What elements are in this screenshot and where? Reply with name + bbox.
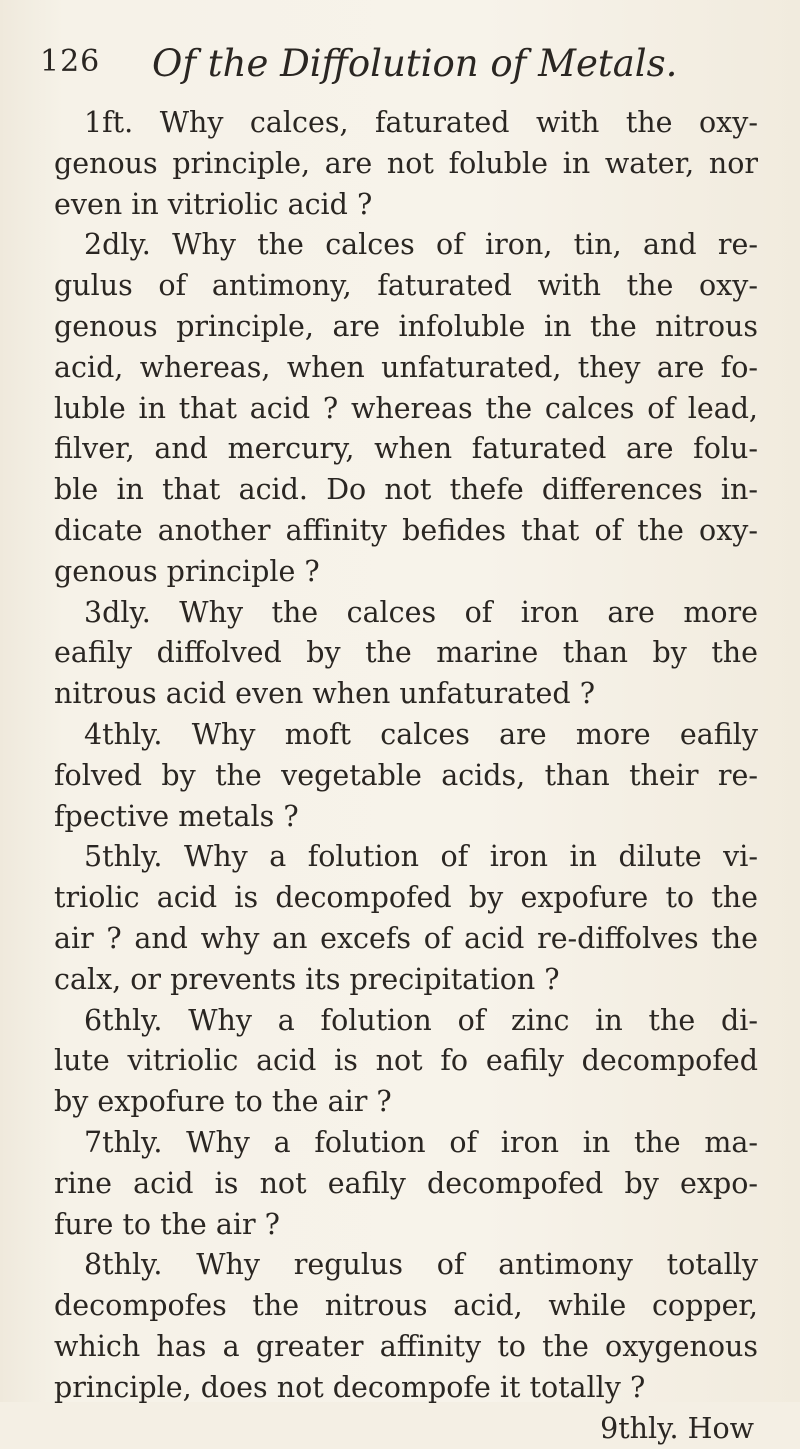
text-line: even in vitriolic acid ? [54, 185, 758, 226]
running-title: Of the Diffolution of Metals. [152, 42, 677, 85]
text-line: air ? and why an excefs of acid re-diffolves the [54, 919, 758, 960]
text-line: fpective metals ? [54, 797, 758, 838]
body-text [54, 103, 758, 1449]
text-line: rine acid is not eafily decompofed by expo- [54, 1164, 758, 1205]
text-line: decompofes the nitrous acid, while copper, [54, 1286, 758, 1327]
text-line: 8thly. Why regulus of antimony totally [54, 1245, 758, 1286]
text-line: fure to the air ? [54, 1205, 758, 1246]
text-line: which has a greater affinity to the oxygenous [54, 1327, 758, 1368]
page-header [40, 42, 760, 92]
text-line: 3dly. Why the calces of iron are more [54, 593, 758, 634]
text-line: luble in that acid ? whereas the calces of lead, [54, 389, 758, 430]
text-line: acid, whereas, when unfaturated, they are fo- [54, 348, 758, 389]
text-line: 1ft. Why calces, faturated with the oxy- [54, 103, 758, 144]
text-line: filver, and mercury, when faturated are folu- [54, 429, 758, 470]
text-line: 4thly. Why moft calces are more eafily [54, 715, 758, 756]
text-line: gulus of antimony, faturated with the oxy- [54, 266, 758, 307]
text-line: 7thly. Why a folution of iron in the ma- [54, 1123, 758, 1164]
text-line: calx, or prevents its precipitation ? [54, 960, 758, 1001]
text-line: 6thly. Why a folution of zinc in the di- [54, 1001, 758, 1042]
text-line: folved by the vegetable acids, than their re- [54, 756, 758, 797]
text-line: by expofure to the air ? [54, 1082, 758, 1123]
text-line: genous principle, are infoluble in the nitrous [54, 307, 758, 348]
page-number: 126 [40, 44, 100, 79]
text-line: lute vitriolic acid is not fo eafily decompofed [54, 1041, 758, 1082]
text-line: 5thly. Why a folution of iron in dilute vi- [54, 837, 758, 878]
text-line: 2dly. Why the calces of iron, tin, and re- [54, 225, 758, 266]
text-line: genous principle, are not foluble in water, nor [54, 144, 758, 185]
text-line: eafily diffolved by the marine than by the [54, 633, 758, 674]
text-line: principle, does not decompofe it totally ? [54, 1368, 758, 1409]
catchword-line: 9thly. How [54, 1409, 758, 1449]
text-line: dicate another affinity befides that of the oxy- [54, 511, 758, 552]
text-line: ble in that acid. Do not thefe differences in- [54, 470, 758, 511]
text-line: triolic acid is decompofed by expofure to the [54, 878, 758, 919]
text-line: nitrous acid even when unfaturated ? [54, 674, 758, 715]
text-line: genous principle ? [54, 552, 758, 593]
